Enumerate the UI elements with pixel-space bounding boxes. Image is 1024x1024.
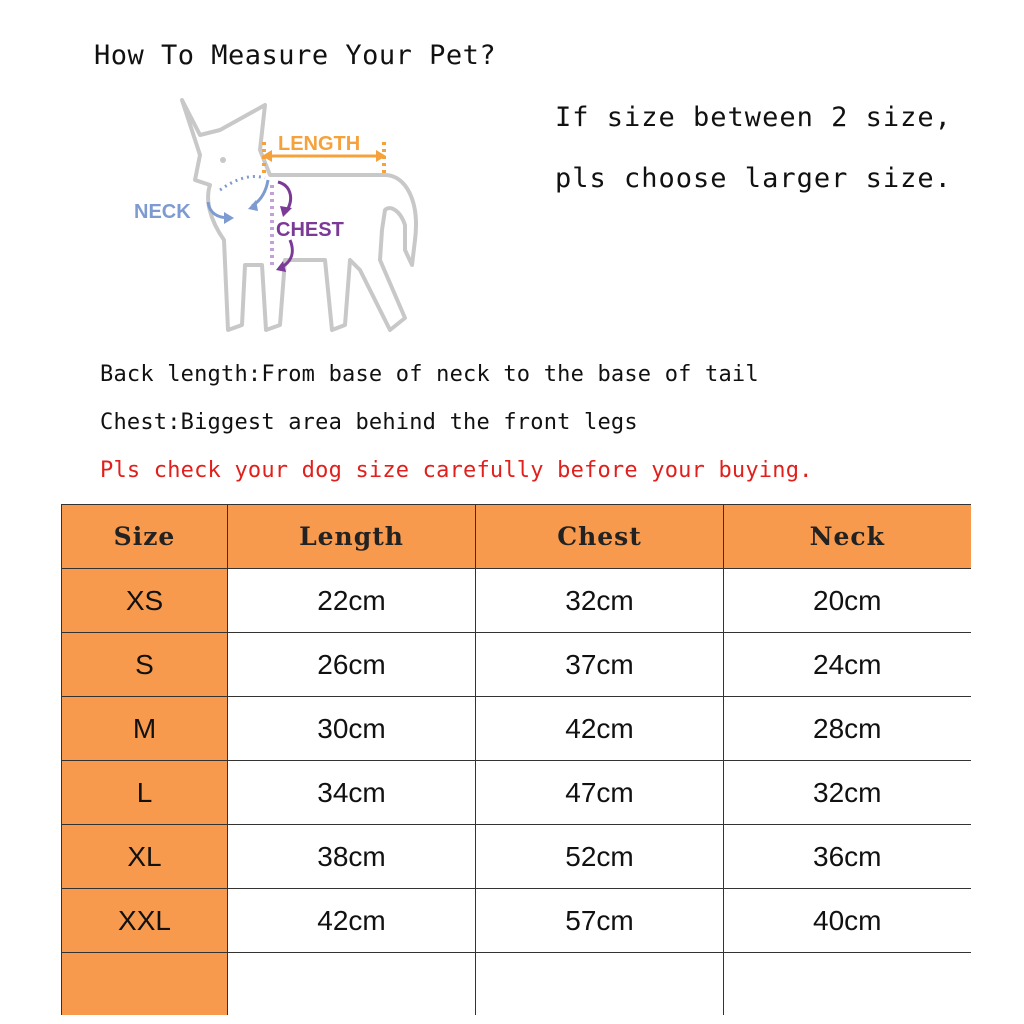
neck-cell: 40cm [724,889,971,953]
header-size: Size [62,505,228,569]
table-header-row [62,505,971,569]
chest-note: Chest:Biggest area behind the front legs [100,410,638,435]
length-cell: 26cm [228,633,476,697]
neck-cell: 36cm [724,825,971,889]
chest-cell: 52cm [476,825,724,889]
size-cell: XXL [62,889,228,953]
neck-arrowhead-icon [224,212,234,224]
neck-cell: 24cm [724,633,971,697]
table-row [62,825,971,889]
header-chest: Chest [476,505,724,569]
neck-cell: 20cm [724,569,971,633]
back-length-note: Back length:From base of neck to the base of tail [100,362,759,387]
length-cell: 42cm [228,889,476,953]
size-cell: L [62,761,228,825]
chest-label: CHEST [276,219,344,241]
empty-cell [724,953,971,1016]
page-title: How To Measure Your Pet? [94,40,497,71]
neck-dotted-line [220,177,265,191]
chest-cell: 32cm [476,569,724,633]
neck-cell: 28cm [724,697,971,761]
size-cell: S [62,633,228,697]
table-row [62,761,971,825]
size-cell: XS [62,569,228,633]
empty-size-cell [62,953,228,1016]
chest-cell: 42cm [476,697,724,761]
empty-cell [228,953,476,1016]
table-row-empty [62,953,971,1016]
length-cell: 38cm [228,825,476,889]
header-length: Length [228,505,476,569]
length-cell: 30cm [228,697,476,761]
neck-label: NECK [134,201,191,223]
dog-eye [220,157,226,163]
table-row [62,569,971,633]
empty-cell [476,953,724,1016]
dog-measurement-diagram [120,90,430,350]
size-chart-table [61,504,971,1015]
size-cell: XL [62,825,228,889]
neck-cell: 32cm [724,761,971,825]
chest-cell: 47cm [476,761,724,825]
length-cell: 22cm [228,569,476,633]
table-row [62,633,971,697]
table-row [62,697,971,761]
size-cell: M [62,697,228,761]
length-label: LENGTH [278,133,361,155]
length-cell: 34cm [228,761,476,825]
chest-arrowhead-upper-icon [280,206,292,217]
chest-cell: 37cm [476,633,724,697]
table-row [62,889,971,953]
chest-cell: 57cm [476,889,724,953]
header-neck: Neck [724,505,971,569]
warning-note: Pls check your dog size carefully before your buying. [100,458,813,483]
size-tip-line-1: If size between 2 size, [555,102,952,133]
size-tip-line-2: pls choose larger size. [555,163,952,194]
